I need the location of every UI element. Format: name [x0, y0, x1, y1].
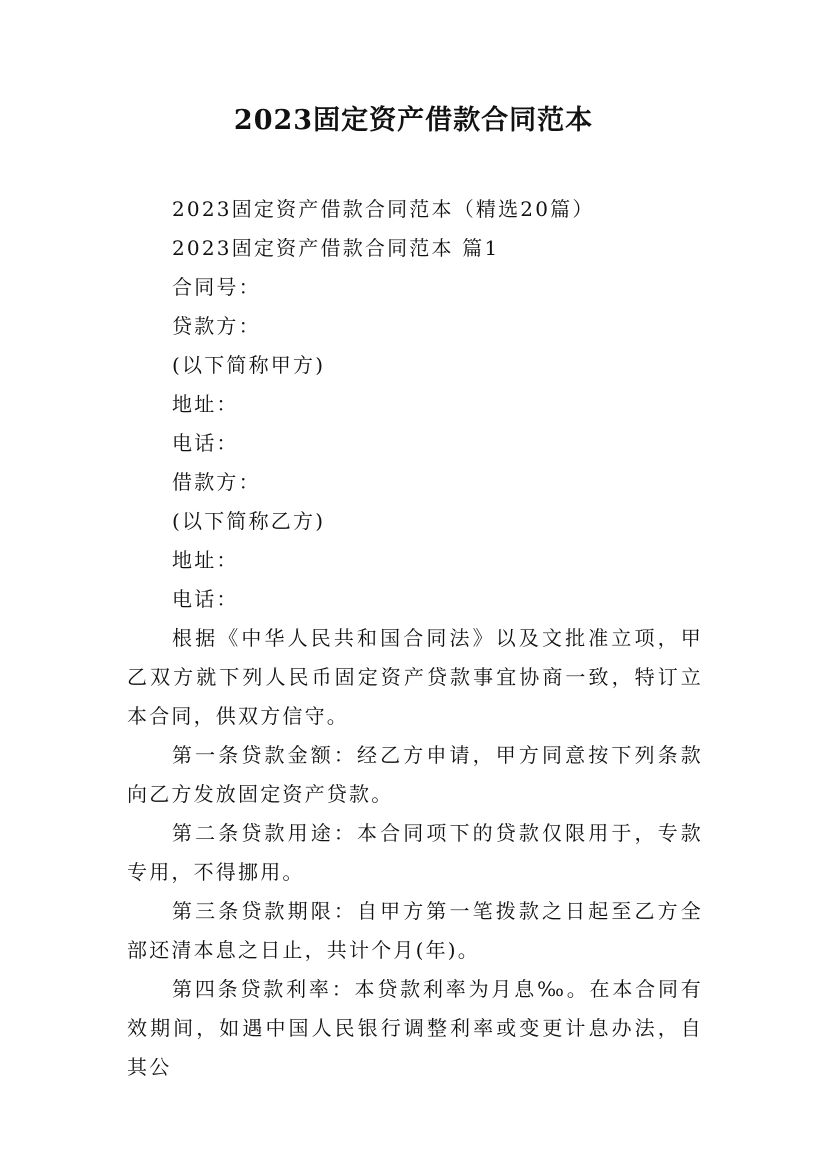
lender-field: 贷款方： — [172, 314, 261, 338]
contract-number-field: 合同号： — [172, 275, 261, 299]
article-3-paragraph: 第三条贷款期限：自甲方第一笔拨款之日起至乙方全部还清本息之日止，共计个月(年)。 — [127, 899, 703, 962]
lender-address-field: 地址： — [172, 392, 239, 416]
preamble-paragraph: 根据《中华人民共和国合同法》以及文批准立项，甲乙双方就下列人民币固定资产贷款事宜协商一致，特订立本合同，供双方信守。 — [127, 626, 703, 728]
lender-phone-field: 电话： — [172, 431, 239, 455]
article-4-paragraph: 第四条贷款利率：本贷款利率为月息‰。在本合同有效期间，如遇中国人民银行调整利率或变更计息办法，自其公 — [127, 977, 703, 1079]
borrower-phone-field: 电话： — [172, 587, 239, 611]
article-2-paragraph: 第二条贷款用途：本合同项下的贷款仅限用于，专款专用，不得挪用。 — [127, 821, 703, 884]
borrower-alias: (以下简称乙方) — [172, 509, 326, 533]
subtitle-line: 2023固定资产借款合同范本（精选20篇） — [172, 197, 595, 221]
borrower-address-field: 地址： — [172, 548, 239, 572]
lender-alias: (以下简称甲方) — [172, 353, 326, 377]
borrower-field: 借款方： — [172, 470, 261, 494]
document-title: 2023固定资产借款合同范本 — [233, 105, 594, 136]
document-body — [127, 190, 703, 1087]
article-1-paragraph: 第一条贷款金额：经乙方申请，甲方同意按下列条款向乙方发放固定资产贷款。 — [127, 743, 703, 806]
section-heading: 2023固定资产借款合同范本 篇1 — [172, 236, 500, 260]
